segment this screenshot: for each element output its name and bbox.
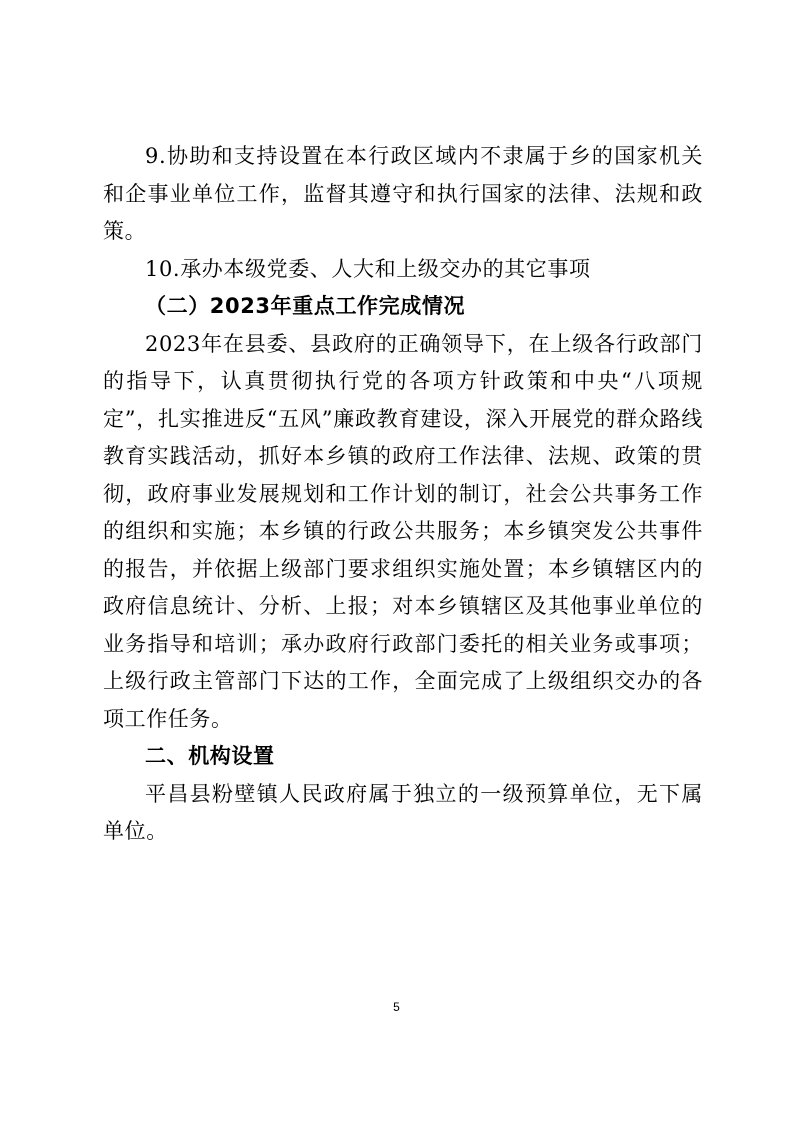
page-number: 5 (393, 1000, 400, 1014)
section-heading-organization: 二、机构设置 (145, 744, 275, 768)
paragraph-work-summary: 2023年在县委、县政府的正确领导下，在上级各行政部门的指导下，认真贯彻执行党的各项方针政策和中央“八项规定”，扎实推进反“五风”廉政教育建设，深入开展党的群众路线教育实践活动，抓好本乡镇的政府工作法律、法规、政策的贯彻，政府事业发展规划和工作计划的制订，社会公共事务工作的组织和实施；本乡镇的行政公共服务；本乡镇突发公共事件的报告，并依据上级部门要求组织实施处置；本乡镇辖区内的政府信息统计、分析、上报；对本乡镇辖区及其他事业单位的业务指导和培训；承办政府行政部门委托的相关业务或事项；上级行政主管部门下达的工作，全面完成了上级组织交办的各项工作任务。 (103, 331, 703, 731)
paragraph-organization: 平昌县粉壁镇人民政府属于独立的一级预算单位，无下属单位。 (103, 781, 703, 843)
paragraph-item-9: 9.协助和支持设置在本行政区域内不隶属于乡的国家机关和企事业单位工作，监督其遵守和执行国家的法律、法规和政策。 (103, 144, 703, 243)
section-heading-key-work: （二）2023年重点工作完成情况 (145, 294, 466, 318)
document-body (103, 138, 703, 851)
paragraph-item-10: 10.承办本级党委、人大和上级交办的其它事项 (145, 256, 591, 281)
